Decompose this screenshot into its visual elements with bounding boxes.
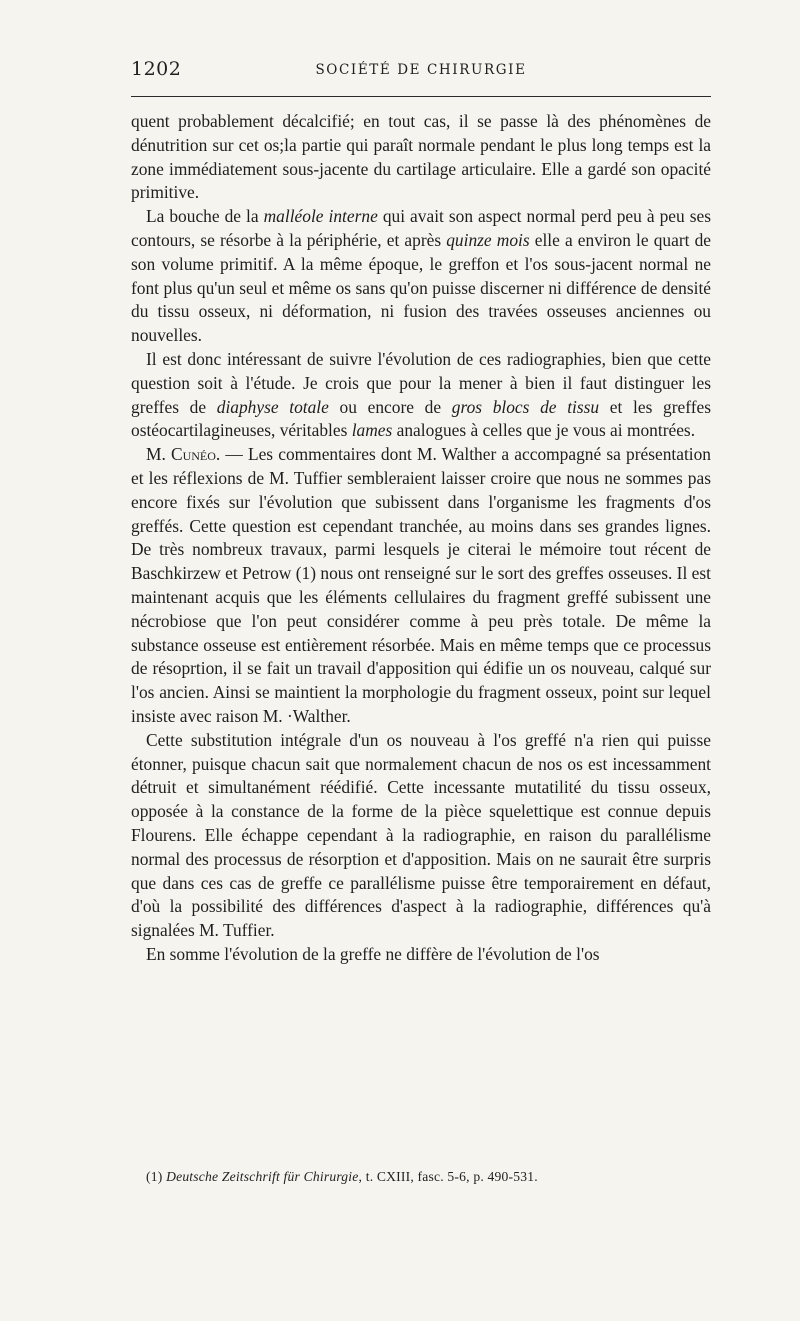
footnote-mark: (1) [146, 1169, 167, 1184]
paragraph-3 [131, 348, 711, 443]
paragraph-3-italic-1: diaphyse totale [216, 396, 329, 417]
paragraph-3-text-4: analogues à celles que je vous ai montrées. [392, 420, 696, 441]
paragraph-3-italic-2: gros blocs de tissu [451, 396, 600, 417]
paragraph-2-italic-2: quinze mois [446, 229, 530, 250]
footnote [146, 1169, 711, 1185]
paragraph-3-italic-3: lames [351, 420, 393, 441]
paragraph-2-italic-1: malléole interne [263, 206, 378, 227]
paragraph-5: Cette substitution intégrale d'un os nouveau à l'os greffé n'a rien qui puisse étonner, puisque chacun sait que normalement chacun de nos os est incessamment détruit et simultanément réédifié. Cette incessante mutatilité du tissu osseux, opposée à la constance de la forme de la pièce squelettique est connue depuis Flourens. Elle échappe cependant à la radiographie, en raison du parallélisme normal des processus de résorption et d'apposition. Mais on ne saurait être surpris que dans ces cas de greffe ce parallélisme puisse être temporairement en défaut, d'où la possibilité des différences d'aspect à la radiographie, différences qu'à signalées M. Tuffier. [131, 729, 711, 941]
running-head: SOCIÉTÉ DE CHIRURGIE [315, 62, 527, 78]
paragraph-2 [131, 205, 711, 348]
paragraph-2-text-1: La bouche de la [146, 206, 264, 227]
paragraph-2-text-3: elle a environ le quart de son volume primitif. A la même époque, le greffon et l'os sous-jacent normal ne font plus qu'un seul et même os sans qu'on puisse discerner ni différence de densité du tissu osseux, ni déformation, ni fusion des travées osseuses anciennes ou nouvelles. [131, 229, 711, 346]
paragraph-4-text: — Les commentaires dont M. Walther a accompagné sa présentation et les réflexions de M. Tuffier sembleraient laisser croire que nous ne sommes pas encore fixés sur l'évolution que subissent dans l'organisme les fragments d'os greffés. Cette question est cependant tranchée, au moins dans ses grandes lignes. De très nombreux travaux, parmi lesquels je citerai le mémoire tout récent de Baschkirzew et Petrow (1) nous ont renseigné sur le sort des greffes osseuses. Il est maintenant acquis que les éléments cellulaires du fragment greffé subissent une nécrobiose que l'on peut considérer comme à peu près totale. De même la substance osseuse est entièrement résorbée. Mais en même temps que ce processus de résoprtion, il se fait un travail d'apposition qui édifie un os nouveau, calqué sur l'os ancien. Ainsi se maintient la morphologie du fragment osseux, point sur lequel insiste avec raison M. ·Walther. [131, 444, 712, 726]
paragraph-3-text-2: ou encore de [328, 396, 452, 417]
page-header [131, 58, 711, 86]
footnote-journal: Deutsche Zeitschrift für Chirurgie [166, 1169, 359, 1184]
paragraph-3-text-3: et les greffes ostéocartilagineuses, véritables [131, 396, 711, 441]
paragraph-4 [131, 443, 711, 729]
paragraph-2-text-2: qui avait son aspect normal perd peu à peu ses contours, se résorbe à la périphérie, et après [131, 206, 711, 250]
body-text [131, 110, 711, 967]
footnote-reference: , t. CXIII, fasc. 5-6, p. 490-531. [358, 1169, 538, 1184]
paragraph-6: En somme l'évolution de la greffe ne diffère de l'évolution de l'os [146, 943, 600, 964]
paragraph-1: quent probablement décalcifié; en tout cas, il se passe là des phénomènes de dénutrition sur cet os;la partie qui paraît normale pendant le plus long temps est la zone immédiatement sous-jacente du cartilage articulaire. Elle a gardé son opacité primitive. [131, 111, 711, 203]
page-number: 1202 [131, 58, 182, 80]
header-rule [131, 96, 711, 97]
speaker-name: M. Cunéo. [146, 444, 221, 465]
paragraph-3-text-1: Il est donc intéressant de suivre l'évolution de ces radiographies, bien que cette question soit à l'étude. Je crois que pour la mener à bien il faut distinguer les greffes de [131, 348, 711, 417]
